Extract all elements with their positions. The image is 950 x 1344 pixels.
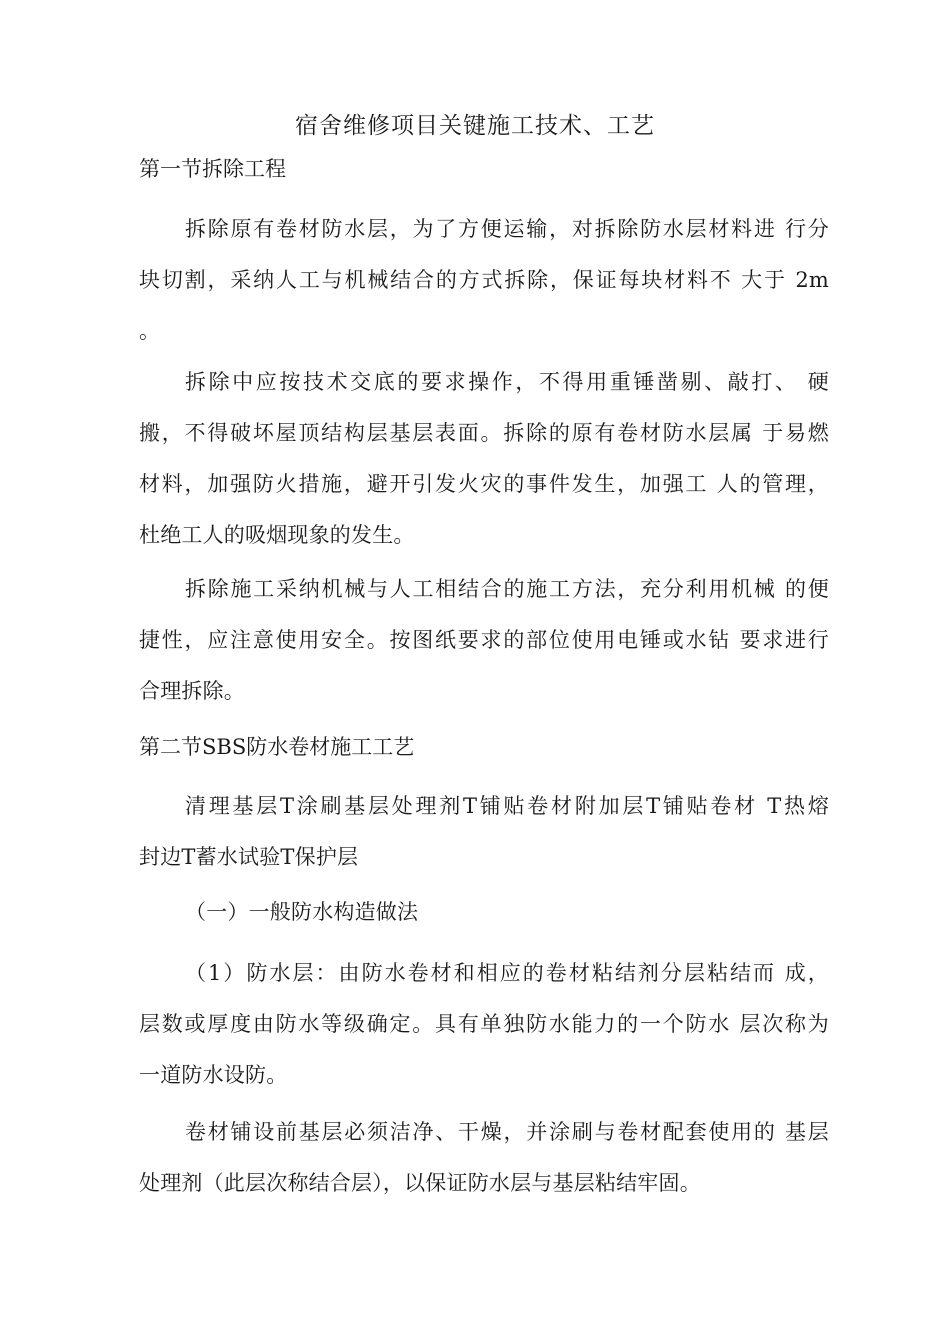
section-heading-demolition: 第一节拆除工程: [139, 157, 286, 181]
text-line: 材料，加强防火措施，避开引发火灾的事件发生，加强工 人的管理，: [139, 472, 829, 496]
text-line: 清理基层T涂刷基层处理剂T铺贴卷材附加层T铺贴卷材 T热熔: [185, 794, 829, 818]
text-line: 搬，不得破坏屋顶结构层基层表面。拆除的原有卷材防水层属 于易燃: [139, 421, 829, 445]
text-line: 处理剂（此层次称结合层），以保证防水层与基层粘结牢固。: [139, 1171, 701, 1195]
document-title: 宿舍维修项目关键施工技术、工艺: [295, 113, 655, 139]
text-line: 卷材铺设前基层必须洁净、干燥，并涂刷与卷材配套使用的 基层: [185, 1120, 829, 1144]
text-line: 封边T蓄水试验T保护层: [139, 845, 359, 869]
text-line: 拆除施工采纳机械与人工相结合的施工方法，充分利用机械 的便: [185, 577, 829, 601]
text-line: 拆除中应按技术交底的要求操作，不得用重锤凿剔、敲打、 硬: [185, 370, 829, 394]
paragraph-demolition-3: [139, 564, 829, 717]
section-heading-sbs: 第二节SBS防水卷材施工工艺: [139, 735, 415, 759]
text-line: 。: [139, 319, 161, 343]
text-line: 一道防水设防。: [139, 1063, 288, 1087]
text-line: 块切割，采纳人工与机械结合的方式拆除，保证每块材料不 大于 2m: [139, 268, 829, 292]
text-line: （一）一般防水构造做法: [185, 900, 419, 924]
text-line: （1）防水层：由防水卷材和相应的卷材粘结剂分层粘结而 成，: [185, 961, 829, 985]
paragraph-demolition-1: [139, 204, 829, 357]
paragraph-base-layer: [139, 1107, 829, 1209]
text-line: 捷性，应注意使用安全。按图纸要求的部位使用电锤或水钻 要求进行: [139, 628, 829, 652]
text-line: 合理拆除。: [139, 679, 245, 703]
text-line: 层数或厚度由防水等级确定。具有单独防水能力的一个防水 层次称为: [139, 1012, 829, 1036]
paragraph-demolition-2: [139, 357, 829, 561]
subheading-general-method: [139, 887, 829, 938]
text-line: 拆除原有卷材防水层，为了方便运输，对拆除防水层材料进 行分: [185, 217, 829, 241]
text-line: 杜绝工人的吸烟现象的发生。: [139, 523, 415, 547]
paragraph-sbs-process: [139, 781, 829, 883]
paragraph-waterproof-layer: [139, 948, 829, 1101]
